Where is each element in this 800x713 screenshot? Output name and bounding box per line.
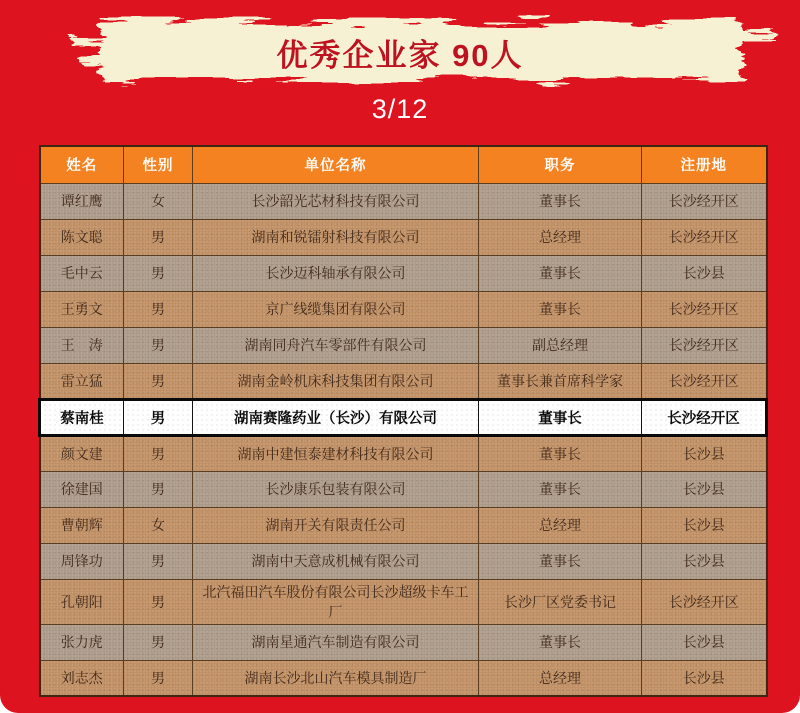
- header-position: 职务: [479, 146, 642, 183]
- cell-gender: 男: [124, 255, 193, 291]
- cell-gender: 男: [124, 399, 193, 435]
- cell-location: 长沙县: [642, 543, 767, 579]
- cell-gender: 女: [124, 507, 193, 543]
- cell-name: 王勇文: [40, 291, 124, 327]
- cell-location: 长沙经开区: [642, 291, 767, 327]
- cell-position: 董事长: [479, 435, 642, 471]
- cell-name: 毛中云: [40, 255, 124, 291]
- cell-company: 湖南星通汽车制造有限公司: [193, 624, 479, 660]
- table-row: [40, 624, 767, 660]
- cell-company: 湖南中建恒泰建材科技有限公司: [193, 435, 479, 471]
- cell-gender: 女: [124, 183, 193, 219]
- cell-position: 董事长: [479, 183, 642, 219]
- cell-gender: 男: [124, 435, 193, 471]
- cell-gender: 男: [124, 363, 193, 399]
- table-row: [40, 363, 767, 399]
- table-row: [40, 579, 767, 624]
- header-company: 单位名称: [193, 146, 479, 183]
- cell-position: 董事长: [479, 255, 642, 291]
- page-title: 优秀企业家 90人: [276, 38, 524, 73]
- cell-location: 长沙经开区: [642, 579, 767, 624]
- cell-company: 长沙康乐包装有限公司: [193, 471, 479, 507]
- table-row: [40, 183, 767, 219]
- roster-table-container: [38, 145, 765, 697]
- cell-name: 周锋功: [40, 543, 124, 579]
- cell-name: 徐建国: [40, 471, 124, 507]
- cell-name: 王 涛: [40, 327, 124, 363]
- cell-gender: 男: [124, 219, 193, 255]
- cell-company: 湖南金岭机床科技集团有限公司: [193, 363, 479, 399]
- cell-location: 长沙经开区: [642, 183, 767, 219]
- table-row: [40, 543, 767, 579]
- cell-position: 董事长: [479, 471, 642, 507]
- cell-name: 曹朝辉: [40, 507, 124, 543]
- cell-position: 总经理: [479, 660, 642, 696]
- cell-name: 蔡南桂: [40, 399, 124, 435]
- cell-name: 刘志杰: [40, 660, 124, 696]
- table-row: [40, 255, 767, 291]
- header-location: 注册地: [642, 146, 767, 183]
- cell-position: 董事长兼首席科学家: [479, 363, 642, 399]
- table-row: [40, 399, 767, 435]
- roster-table: [38, 145, 768, 697]
- cell-company: 长沙韶光芯材科技有限公司: [193, 183, 479, 219]
- cell-gender: 男: [124, 471, 193, 507]
- cell-gender: 男: [124, 543, 193, 579]
- cell-company: 湖南和锐镭射科技有限公司: [193, 219, 479, 255]
- table-row: [40, 507, 767, 543]
- table-row: [40, 660, 767, 696]
- table-row: [40, 435, 767, 471]
- cell-location: 长沙经开区: [642, 327, 767, 363]
- cell-location: 长沙县: [642, 255, 767, 291]
- page-indicator: 3/12: [371, 94, 429, 124]
- cell-company: 湖南赛隆药业（长沙）有限公司: [193, 399, 479, 435]
- cell-gender: 男: [124, 327, 193, 363]
- cell-position: 董事长: [479, 624, 642, 660]
- cell-name: 孔朝阳: [40, 579, 124, 624]
- cell-gender: 男: [124, 291, 193, 327]
- cell-company: 湖南长沙北山汽车模具制造厂: [193, 660, 479, 696]
- cell-company: 湖南同舟汽车零部件有限公司: [193, 327, 479, 363]
- cell-name: 谭红鹰: [40, 183, 124, 219]
- cell-name: 陈文聪: [40, 219, 124, 255]
- cell-position: 总经理: [479, 507, 642, 543]
- cell-location: 长沙县: [642, 435, 767, 471]
- cell-company: 湖南中天意成机械有限公司: [193, 543, 479, 579]
- cell-position: 长沙厂区党委书记: [479, 579, 642, 624]
- table-row: [40, 471, 767, 507]
- header-gender: 性别: [124, 146, 193, 183]
- table-row: [40, 291, 767, 327]
- cell-position: 董事长: [479, 291, 642, 327]
- table-row: [40, 219, 767, 255]
- cell-position: 董事长: [479, 399, 642, 435]
- cell-location: 长沙经开区: [642, 399, 767, 435]
- cell-company: 京广线缆集团有限公司: [193, 291, 479, 327]
- cell-name: 张力虎: [40, 624, 124, 660]
- cell-name: 颜文建: [40, 435, 124, 471]
- cell-position: 总经理: [479, 219, 642, 255]
- cell-name: 雷立猛: [40, 363, 124, 399]
- header-name: 姓名: [40, 146, 124, 183]
- cell-location: 长沙县: [642, 624, 767, 660]
- cell-location: 长沙县: [642, 507, 767, 543]
- cell-location: 长沙经开区: [642, 219, 767, 255]
- cell-position: 副总经理: [479, 327, 642, 363]
- table-body: [40, 183, 767, 696]
- cell-gender: 男: [124, 660, 193, 696]
- table-row: [40, 327, 767, 363]
- table-header-row: [40, 146, 767, 183]
- cell-location: 长沙经开区: [642, 363, 767, 399]
- cell-position: 董事长: [479, 543, 642, 579]
- cell-company: 长沙迈科轴承有限公司: [193, 255, 479, 291]
- cell-gender: 男: [124, 624, 193, 660]
- cell-location: 长沙县: [642, 660, 767, 696]
- cell-gender: 男: [124, 579, 193, 624]
- cell-company: 湖南开关有限责任公司: [193, 507, 479, 543]
- cell-location: 长沙县: [642, 471, 767, 507]
- cell-company: 北汽福田汽车股份有限公司长沙超级卡车工厂: [193, 579, 479, 624]
